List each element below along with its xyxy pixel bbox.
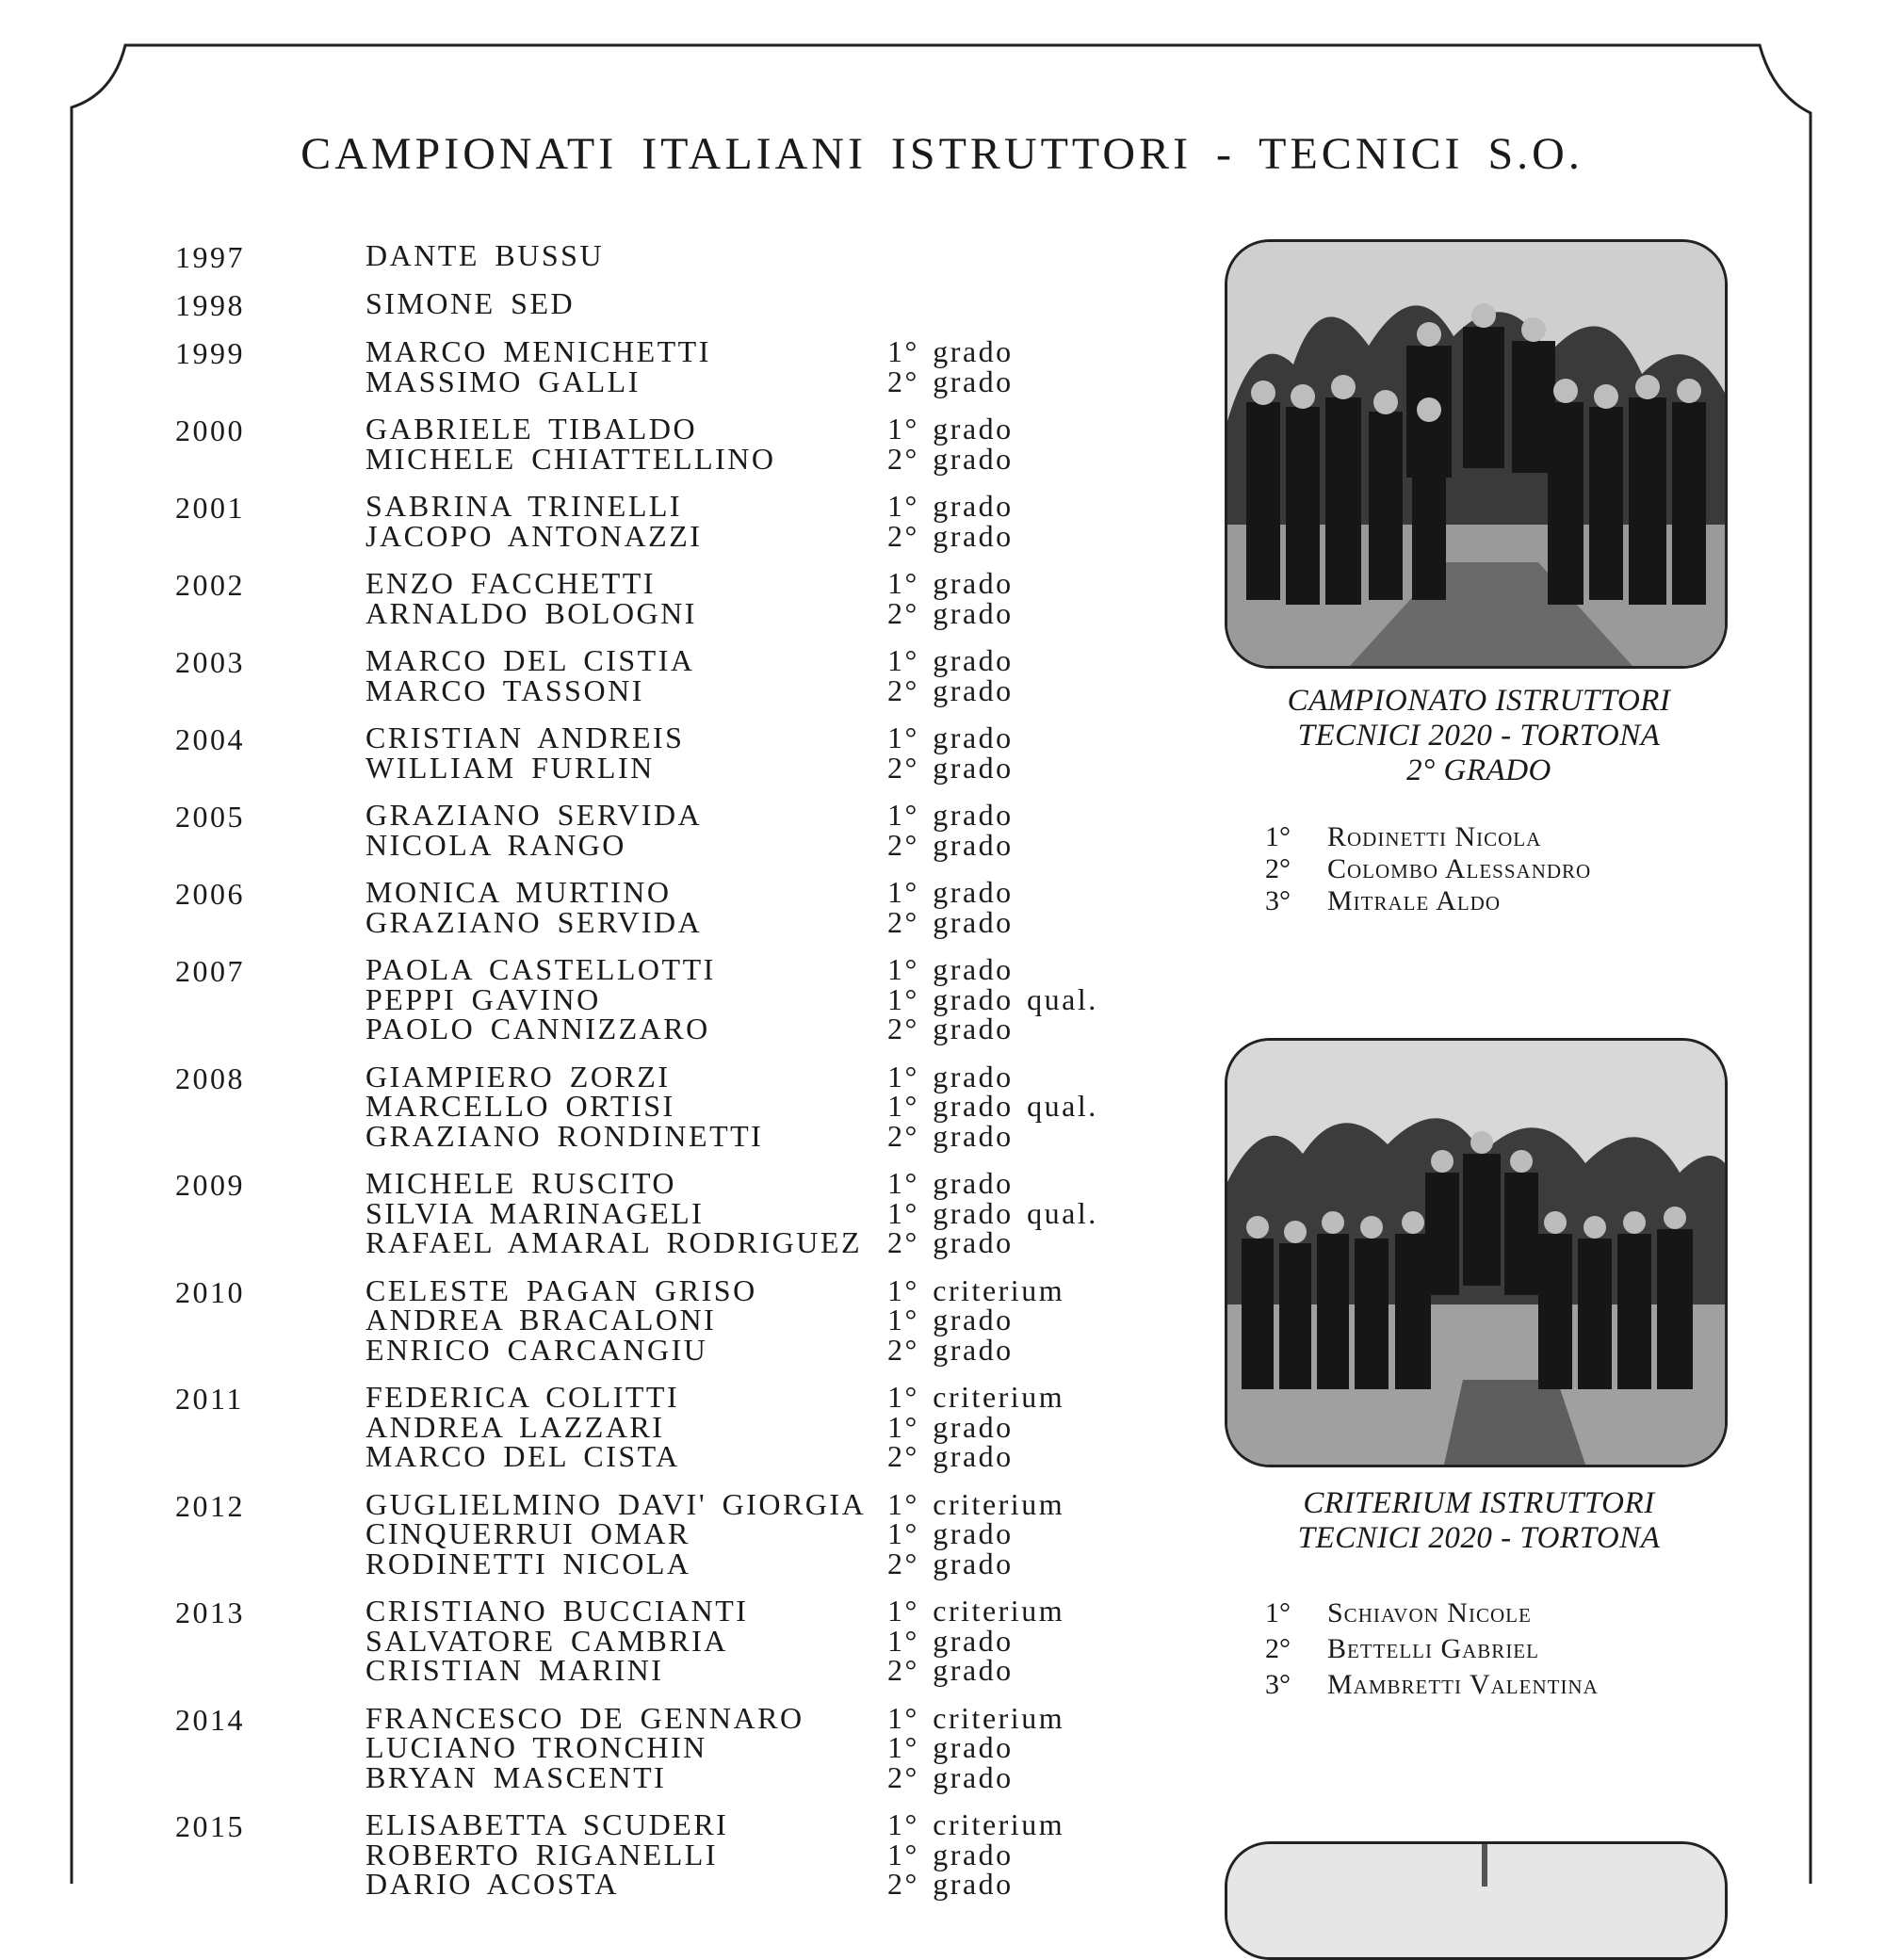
- winner-name: CRISTIAN MARINI: [365, 1653, 664, 1687]
- winner-name: GUGLIELMINO DAVI' GIORGIA: [365, 1486, 867, 1521]
- winner-name: CRISTIANO BUCCIANTI: [365, 1594, 749, 1628]
- winner-name: ANDREA LAZZARI: [365, 1409, 665, 1444]
- winner-grade: 1° grado: [887, 643, 1014, 677]
- winner-grade: 1° criterium: [887, 1700, 1065, 1735]
- winner-name: PAOLO CANNIZZARO: [365, 1012, 710, 1045]
- winner-name: FRANCESCO DE GENNARO: [365, 1700, 804, 1735]
- winner-name: NICOLA RANGO: [365, 827, 626, 862]
- year-label: 1997: [175, 240, 245, 274]
- winner-grade: 1° criterium: [887, 1272, 1065, 1307]
- winner-grade: 2° grado: [887, 1546, 1014, 1580]
- winner-name: ROBERTO RIGANELLI: [365, 1837, 718, 1871]
- winner-name: RODINETTI NICOLA: [365, 1546, 691, 1580]
- championship-podium-1: 1° Rodinetti Nicola: [1265, 821, 1542, 852]
- winner-grade: 2° grado: [887, 904, 1014, 939]
- criterium-podium-1: 1° Schiavon Nicole: [1265, 1597, 1532, 1628]
- winner-grade: 1° criterium: [887, 1486, 1065, 1521]
- winner-grade: 1° criterium: [887, 1380, 1065, 1414]
- winner-grade: 2° grado: [887, 1759, 1014, 1794]
- winner-name: SALVATORE CAMBRIA: [365, 1623, 728, 1658]
- winner-grade: 1° criterium: [887, 1807, 1065, 1841]
- year-label: 2003: [175, 645, 245, 679]
- winner-grade: 1° grado: [887, 875, 1014, 909]
- year-label: 2007: [175, 954, 245, 988]
- winner-name: CELESTE PAGAN GRISO: [365, 1272, 757, 1307]
- winner-name: DANTE BUSSU: [365, 238, 605, 272]
- year-label: 2010: [175, 1274, 245, 1309]
- winner-grade: 2° grado: [887, 441, 1014, 476]
- winner-grade: 1° grado: [887, 1730, 1014, 1764]
- winner-grade: 1° grado: [887, 1837, 1014, 1871]
- year-label: 2014: [175, 1702, 245, 1737]
- year-label: 2005: [175, 800, 245, 834]
- third-photo: [1225, 1841, 1728, 1960]
- winner-name: PAOLA CASTELLOTTI: [365, 952, 716, 986]
- winner-name: GRAZIANO RONDINETTI: [365, 1118, 764, 1153]
- winner-grade: 2° grado: [887, 672, 1014, 707]
- winner-grade: 1° grado: [887, 1516, 1014, 1550]
- page-title: CAMPIONATI ITALIANI ISTRUTTORI - TECNICI S.O.: [300, 129, 1584, 179]
- winner-name: GABRIELE TIBALDO: [365, 412, 698, 445]
- winner-grade: 2° grado: [887, 1867, 1014, 1901]
- winner-name: ENZO FACCHETTI: [365, 566, 656, 600]
- winner-grade: 2° grado: [887, 1332, 1014, 1367]
- winner-name: FEDERICA COLITTI: [365, 1380, 680, 1414]
- year-label: 2004: [175, 722, 245, 756]
- winner-name: JACOPO ANTONAZZI: [365, 518, 703, 553]
- winner-grade: 1° grado: [887, 1303, 1014, 1336]
- winner-name: MARCO TASSONI: [365, 672, 644, 707]
- year-label: 2015: [175, 1809, 245, 1843]
- winner-grade: 2° grado: [887, 750, 1014, 785]
- year-label: 2002: [175, 568, 245, 602]
- winner-name: GRAZIANO SERVIDA: [365, 798, 703, 832]
- winner-name: MARCO MENICHETTI: [365, 334, 711, 368]
- winner-name: MARCELLO ORTISI: [365, 1089, 675, 1123]
- year-label: 2012: [175, 1488, 245, 1523]
- winner-name: BRYAN MASCENTI: [365, 1759, 667, 1794]
- criterium-podium-2: 2° Bettelli Gabriel: [1265, 1633, 1539, 1664]
- championship-photo: [1225, 239, 1728, 669]
- winner-name: MARCO DEL CISTIA: [365, 643, 695, 677]
- championship-podium-3: 3° Mitrale Aldo: [1265, 885, 1501, 916]
- winner-name: ELISABETTA SCUDERI: [365, 1807, 729, 1841]
- winner-grade: 2° grado: [887, 1118, 1014, 1153]
- winner-grade: 1° grado: [887, 489, 1014, 523]
- winner-name: SIMONE SED: [365, 286, 576, 320]
- winner-name: WILLIAM FURLIN: [365, 750, 655, 785]
- winner-name: LUCIANO TRONCHIN: [365, 1730, 707, 1764]
- winner-grade: 2° grado: [887, 1225, 1014, 1259]
- winner-grade: 1° grado: [887, 798, 1014, 832]
- winner-name: RAFAEL AMARAL RODRIGUEZ: [365, 1225, 862, 1259]
- winner-grade: 1° grado qual.: [887, 1195, 1098, 1230]
- year-label: 2009: [175, 1168, 245, 1202]
- winner-name: MARCO DEL CISTA: [365, 1439, 680, 1473]
- winner-grade: 2° grado: [887, 1012, 1014, 1045]
- year-label: 2001: [175, 491, 245, 525]
- winner-name: ARNALDO BOLOGNI: [365, 595, 697, 630]
- winner-grade: 2° grado: [887, 595, 1014, 630]
- winner-name: GRAZIANO SERVIDA: [365, 904, 703, 939]
- winner-grade: 2° grado: [887, 1653, 1014, 1687]
- winner-grade: 1° grado qual.: [887, 1089, 1098, 1123]
- winner-grade: 1° grado: [887, 721, 1014, 754]
- year-label: 2013: [175, 1596, 245, 1629]
- winner-grade: 1° grado: [887, 952, 1014, 986]
- winner-name: MICHELE RUSCITO: [365, 1166, 677, 1200]
- year-label: 1999: [175, 336, 245, 370]
- winner-grade: 2° grado: [887, 827, 1014, 862]
- year-label: 1998: [175, 288, 245, 322]
- winner-name: ENRICO CARCANGIU: [365, 1332, 708, 1367]
- winner-grade: 1° grado: [887, 1409, 1014, 1444]
- winner-name: MICHELE CHIATTELLINO: [365, 441, 776, 476]
- year-label: 2006: [175, 877, 245, 911]
- winner-name: CRISTIAN ANDREIS: [365, 721, 685, 754]
- championship-podium-2: 2° Colombo Alessandro: [1265, 853, 1592, 884]
- winner-grade: 2° grado: [887, 1439, 1014, 1473]
- winner-grade: 1° criterium: [887, 1594, 1065, 1628]
- winner-grade: 1° grado: [887, 566, 1014, 600]
- criterium-caption: CRITERIUM ISTRUTTORI TECNICI 2020 - TORTONA: [1297, 1486, 1661, 1555]
- winner-name: SILVIA MARINAGELI: [365, 1195, 705, 1230]
- year-label: 2000: [175, 413, 245, 447]
- winner-name: SABRINA TRINELLI: [365, 489, 683, 523]
- criterium-photo: [1225, 1038, 1728, 1467]
- winner-grade: 1° grado: [887, 1623, 1014, 1658]
- winner-name: CINQUERRUI OMAR: [365, 1516, 690, 1550]
- winner-grade: 1° grado: [887, 334, 1014, 368]
- winner-name: MASSIMO GALLI: [365, 364, 641, 398]
- winner-grade: 1° grado qual.: [887, 981, 1098, 1016]
- winner-grade: 2° grado: [887, 364, 1014, 398]
- winner-grade: 2° grado: [887, 518, 1014, 553]
- year-label: 2008: [175, 1061, 245, 1095]
- winner-name: GIAMPIERO ZORZI: [365, 1059, 671, 1093]
- year-label: 2011: [175, 1382, 244, 1416]
- championship-caption: CAMPIONATO ISTRUTTORI TECNICI 2020 - TORTONA 2° GRADO: [1287, 684, 1671, 787]
- winner-name: ANDREA BRACALONI: [365, 1303, 717, 1336]
- winner-name: MONICA MURTINO: [365, 875, 672, 909]
- winner-grade: 1° grado: [887, 1166, 1014, 1200]
- winner-grade: 1° grado: [887, 1059, 1014, 1093]
- winner-grade: 1° grado: [887, 412, 1014, 445]
- criterium-podium-3: 3° Mambretti Valentina: [1265, 1669, 1599, 1700]
- winner-name: PEPPI GAVINO: [365, 981, 601, 1016]
- winner-name: DARIO ACOSTA: [365, 1867, 620, 1901]
